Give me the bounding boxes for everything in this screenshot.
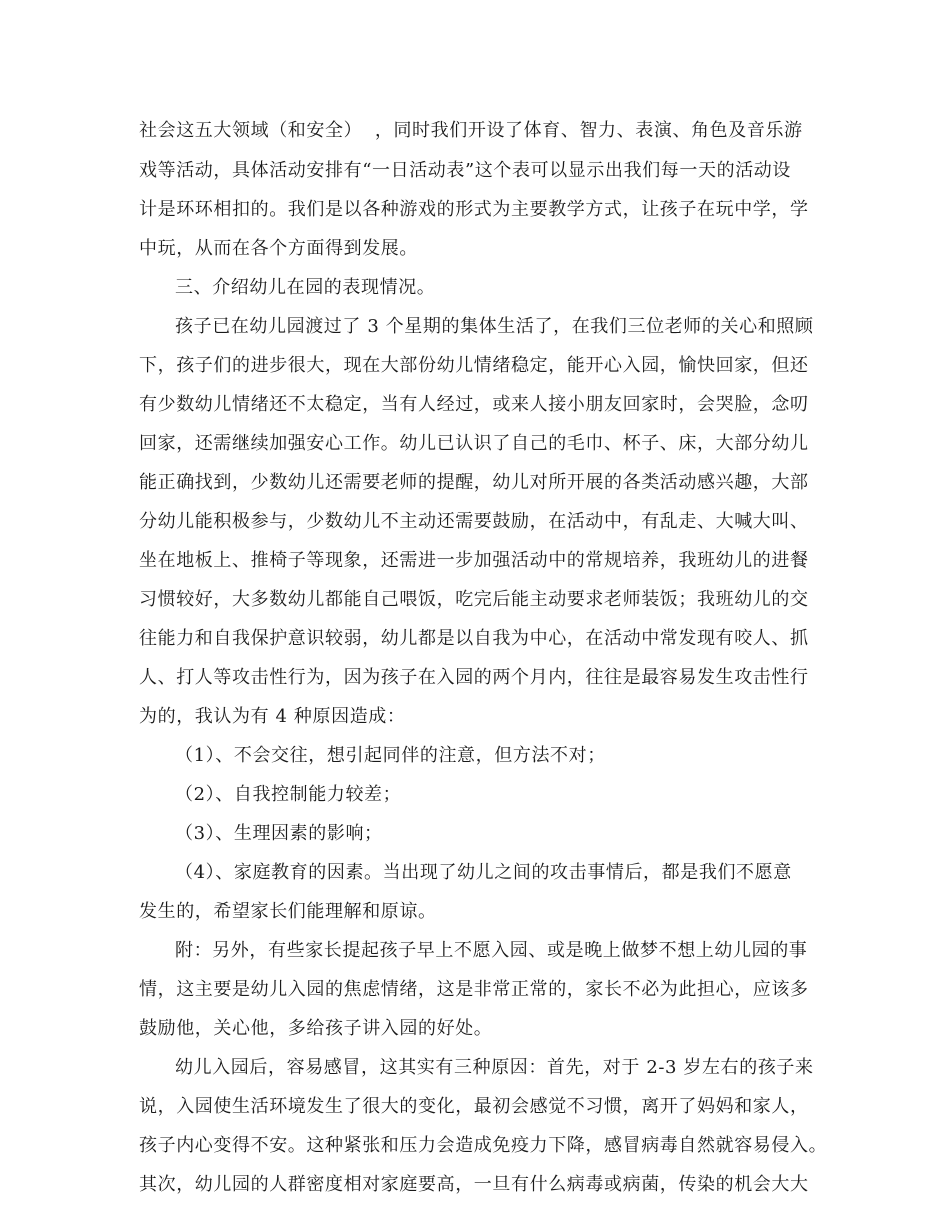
paragraph-line: 鼓励他，关心他，多给孩子讲入园的好处。: [139, 1018, 493, 1039]
paragraph-line: 其次，幼儿园的人群密度相对家庭要高，一旦有什么病毒或病菌，传染的机会大大: [139, 1174, 809, 1195]
paragraph-line: 说，入园使生活环境发生了很大的变化，最初会感觉不习惯，离开了妈妈和家人，: [139, 1096, 809, 1117]
paragraph-line: 幼儿入园后，容易感冒，这其实有三种原因：首先，对于 2-3 岁左右的孩子来: [175, 1057, 814, 1078]
paragraph-line: 回家，还需继续加强安心工作。幼儿已认识了自己的毛巾、杯子、床，大部分幼儿: [139, 433, 809, 454]
paragraph-line: 孩子已在幼儿园渡过了 3 个星期的集体生活了，在我们三位老师的关心和照顾: [175, 316, 814, 337]
paragraph-line: 为的，我认为有 4 种原因造成：: [139, 706, 406, 727]
paragraph-line: 孩子内心变得不安。这种紧张和压力会造成免疫力下降，感冒病毒自然就容易侵入。: [139, 1135, 828, 1156]
paragraph-line: 往能力和自我保护意识较弱，幼儿都是以自我为中心，在活动中常发现有咬人、抓: [139, 628, 809, 649]
paragraph-line: 人、打人等攻击性行为，因为孩子在入园的两个月内，往往是最容易发生攻击性行: [139, 667, 809, 688]
paragraph-line: 习惯较好，大多数幼儿都能自己喂饭，吃完后能主动要求老师装饭；我班幼儿的交: [139, 589, 809, 610]
paragraph-line: 发生的，希望家长们能理解和原谅。: [139, 901, 437, 922]
paragraph-line: 计是环环相扣的。我们是以各种游戏的形式为主要教学方式，让孩子在玩中学，学: [139, 199, 809, 220]
list-item: （4）、家庭教育的因素。当出现了幼儿之间的攻击事情后，都是我们不愿意: [175, 862, 792, 883]
list-item: （1）、不会交往，想引起同伴的注意，但方法不对；: [175, 745, 606, 766]
paragraph-line: 能正确找到，少数幼儿还需要老师的提醒，幼儿对所开展的各类活动感兴趣，大部: [139, 472, 809, 493]
paragraph-line: 分幼儿能积极参与，少数幼儿不主动还需要鼓励，在活动中，有乱走、大喊大叫、: [139, 511, 809, 532]
section-heading: 三、介绍幼儿在园的表现情况。: [175, 277, 436, 298]
paragraph-line: 中玩，从而在各个方面得到发展。: [139, 238, 418, 259]
paragraph-line: 戏等活动，具体活动安排有“一日活动表”这个表可以显示出我们每一天的活动设: [139, 160, 792, 181]
paragraph-line: 坐在地板上、推椅子等现象，还需进一步加强活动中的常规培养，我班幼儿的进餐: [139, 550, 809, 571]
list-item: （3）、生理因素的影响；: [175, 823, 383, 844]
paragraph-line: 下，孩子们的进步很大，现在大部份幼儿情绪稳定，能开心入园，愉快回家，但还: [139, 355, 809, 376]
list-item: （2）、自我控制能力较差；: [175, 784, 402, 805]
paragraph-line: 附：另外，有些家长提起孩子早上不愿入园、或是晚上做梦不想上幼儿园的事: [175, 940, 808, 961]
paragraph-line: 有少数幼儿情绪还不太稳定，当有人经过，或来人接小朋友回家时，会哭脸，念叨: [139, 394, 809, 415]
paragraph-line: 社会这五大领域（和安全） ，同时我们开设了体育、智力、表演、角色及音乐游: [139, 120, 803, 141]
paragraph-line: 情，这主要是幼儿入园的焦虑情绪，这是非常正常的，家长不必为此担心，应该多: [139, 979, 809, 1000]
